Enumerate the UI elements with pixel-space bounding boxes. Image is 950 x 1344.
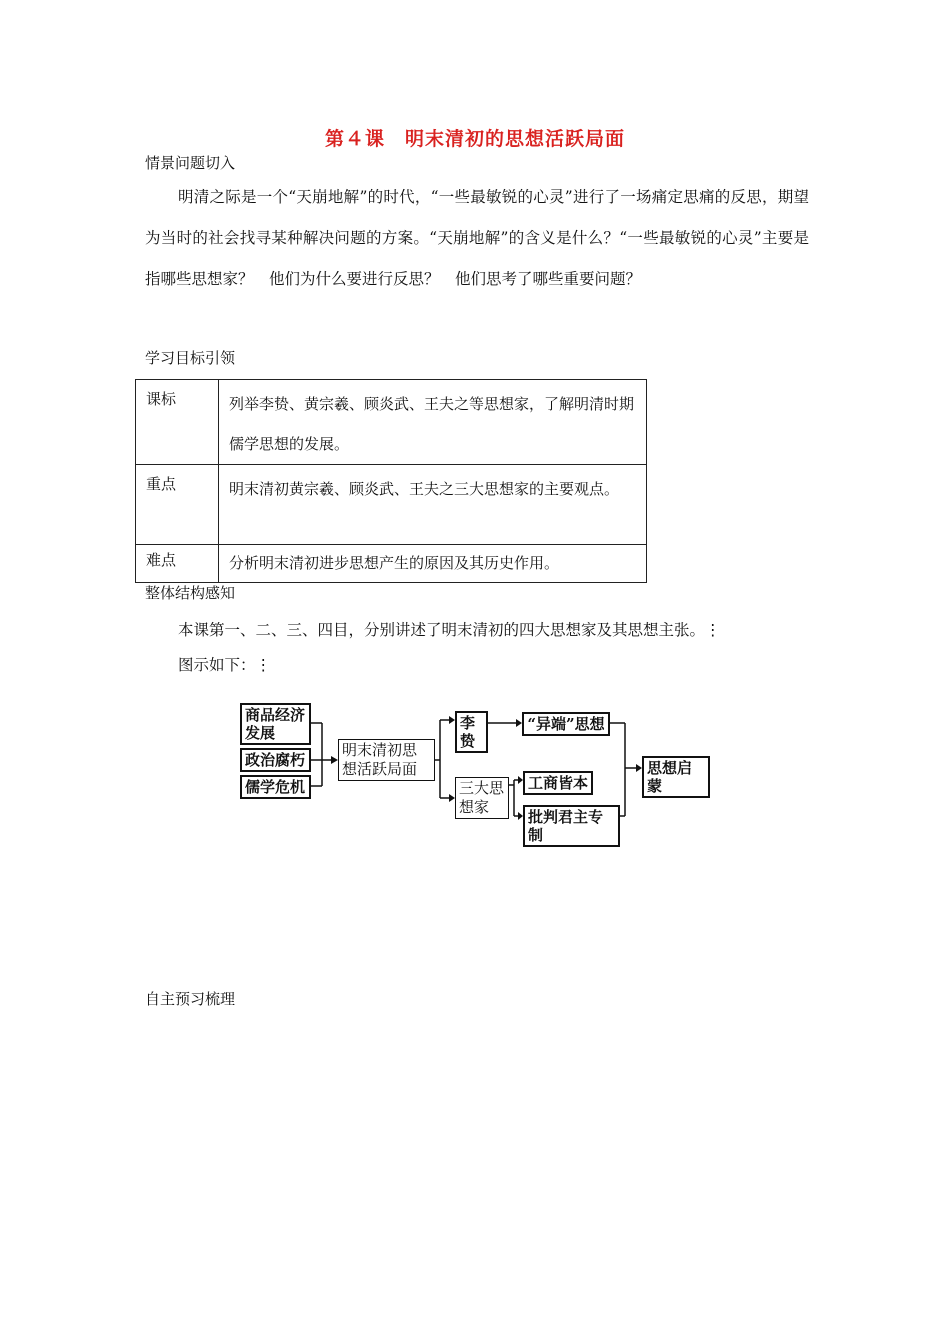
structure-paragraph: 本课第一、二、三、四目，分别讲述了明末清初的四大思想家及其思想主张。⋮ [178, 621, 721, 639]
intro-paragraph: 明清之际是一个“天崩地解”的时代，“一些最敏锐的心灵”进行了一场痛定思痛的反思，期望为当时的社会找寻某种解决问题的方案。“天崩地解”的含义是什么？“一些最敏锐的心灵”主要是指哪些思想家？ 他们为什么要进行反思？ 他们思考了哪些重要问题？ [145, 188, 809, 288]
goals-value: 明末清初黄宗羲、顾炎武、王夫之三大思想家的主要观点。 [219, 465, 647, 545]
structure-heading: 整体结构感知 [145, 584, 236, 602]
heretical-thought: “异端”思想 [522, 712, 610, 736]
structure-diagram [230, 690, 730, 844]
center-box: 明末清初思想活跃局面 [338, 739, 435, 781]
industry-commerce: 工商皆本 [523, 771, 593, 795]
goals-heading: 学习目标引领 [145, 349, 236, 367]
goals-row [136, 465, 647, 545]
goals-key: 课标 [136, 380, 219, 465]
three-thinkers: 三大思想家 [455, 777, 509, 819]
preview-heading: 自主预习梳理 [145, 990, 236, 1008]
cause-political-corruption: 政治腐朽 [240, 748, 311, 772]
goals-key: 重点 [136, 465, 219, 545]
diagram-intro: 图示如下：⋮ [178, 656, 272, 674]
goals-value: 分析明末清初进步思想产生的原因及其历史作用。 [219, 545, 647, 583]
enlightenment: 思想启蒙 [642, 756, 710, 798]
goals-row [136, 545, 647, 583]
page-title: 第４课 明末清初的思想活跃局面 [324, 128, 625, 150]
cause-confucian-crisis: 儒学危机 [240, 775, 311, 799]
cause-commodity-economy: 商品经济发展 [240, 703, 311, 745]
goals-row [136, 380, 647, 465]
goals-value: 列举李贽、黄宗羲、顾炎武、王夫之等思想家，了解明清时期儒学思想的发展。 [219, 380, 647, 465]
goals-table [135, 379, 647, 583]
intro-heading: 情景问题切入 [145, 154, 236, 172]
criticize-autocracy: 批判君主专制 [523, 805, 620, 847]
thinker-li-zhi: 李贽 [455, 711, 488, 753]
goals-key: 难点 [136, 545, 219, 583]
